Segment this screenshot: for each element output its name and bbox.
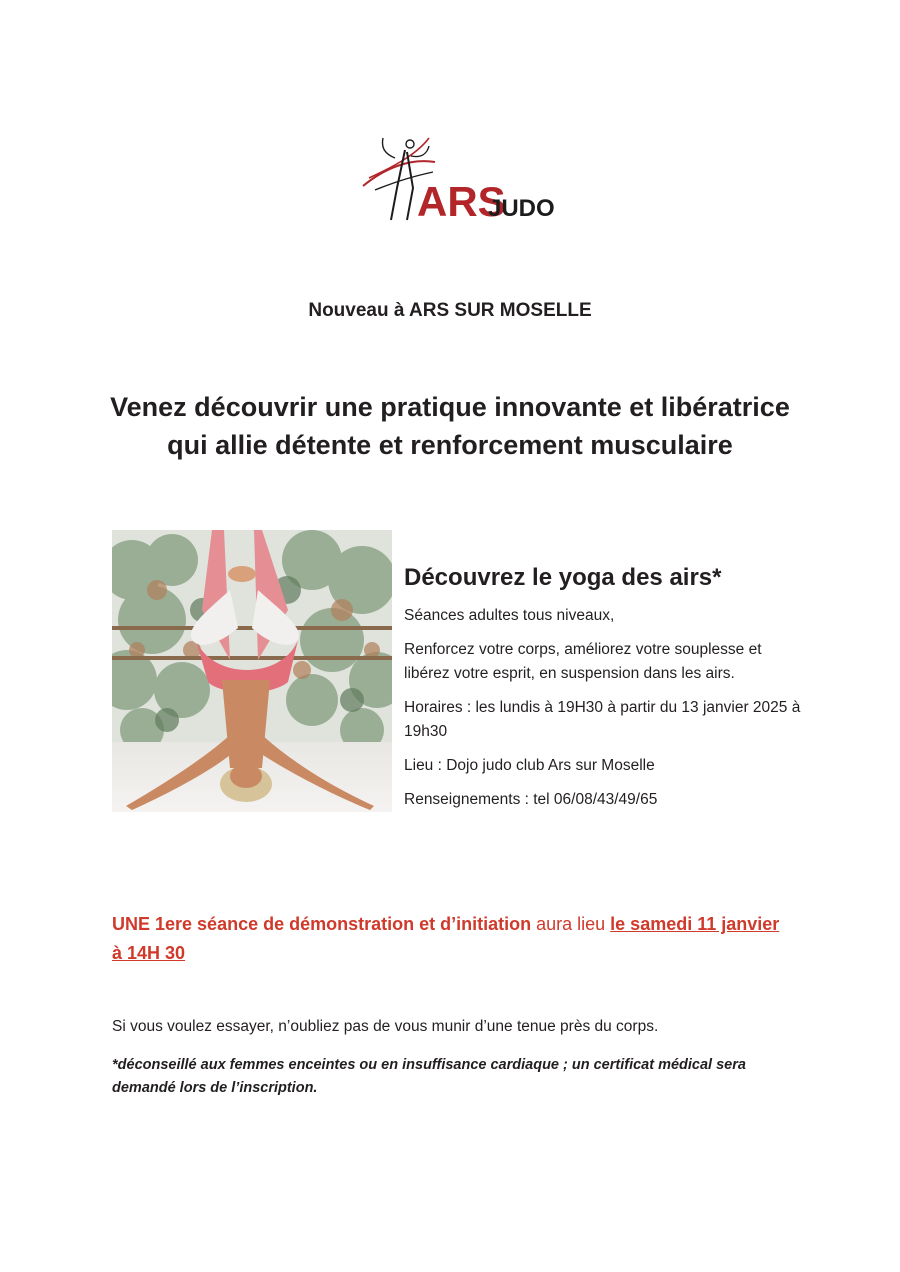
logo-sport-text: JUDO (488, 195, 555, 222)
headline-line-2: qui allie détente et renforcement musculaire (167, 430, 733, 460)
judoka-logo-icon (355, 128, 555, 228)
info-location: Lieu : Dojo judo club Ars sur Moselle (404, 757, 655, 774)
info-title: Découvrez le yoga des airs* (404, 564, 722, 591)
headline-line-1: Venez découvrir une pratique innovante et libératrice (110, 392, 790, 422)
info-schedule: Horaires : les lundis à 19H30 à partir du 13 janvier 2025 à 19h30 (404, 699, 801, 740)
ars-judo-logo (355, 128, 555, 228)
info-description: Renforcez votre corps, améliorez votre souplesse et libérez votre esprit, en suspension dans les airs. (404, 641, 762, 682)
logo-brand-text: ARS (417, 178, 506, 225)
outfit-note: Si vous voulez essayer, n’oubliez pas de vous munir d’une tenue près du corps. (112, 1018, 659, 1035)
aerial-yoga-photo (112, 530, 392, 812)
medical-disclaimer: *déconseillé aux femmes enceintes ou en insuffisance cardiaque ; un certificat médical sera demandé lors de l’inscription. (112, 1057, 746, 1096)
demo-date: le samedi 11 janvier à 14H 30 (112, 914, 780, 963)
demo-announcement (112, 910, 792, 968)
demo-title: UNE 1ere séance de démonstration et d’initiation (112, 914, 532, 934)
info-block (404, 566, 804, 822)
headline (60, 388, 840, 464)
info-levels: Séances adultes tous niveaux, (404, 607, 615, 624)
demo-connector: aura lieu (531, 914, 611, 934)
info-contact: Renseignements : tel 06/08/43/49/65 (404, 791, 658, 808)
subtitle: Nouveau à ARS SUR MOSELLE (308, 300, 592, 321)
